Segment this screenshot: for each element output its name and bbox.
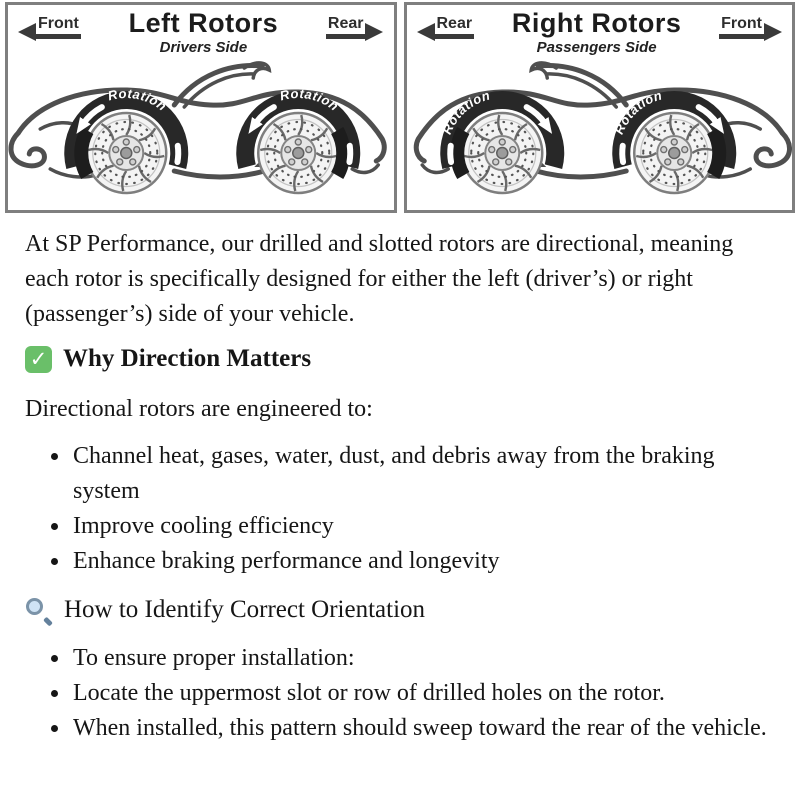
arrow-left-icon: [18, 23, 36, 41]
article-body: [0, 227, 800, 746]
front-direction-arrow: [18, 15, 81, 39]
check-mark-icon: [25, 346, 52, 373]
list-item: • Locate the uppermost slot or row of drilled holes on the rotor.: [71, 676, 775, 711]
direction-label: Rear: [435, 15, 475, 39]
intro-paragraph: At SP Performance, our drilled and slotted rotors are directional, meaning each rotor is specifically designed for either the left (driver’s) or right (passenger’s) side of your vehicle.: [25, 231, 734, 327]
left-rotors-panel: [5, 2, 397, 213]
right-rotors-panel: [404, 2, 796, 213]
list-item: • To ensure proper installation:: [71, 641, 775, 676]
benefits-list: [25, 439, 775, 579]
section-lead: Directional rotors are engineered to:: [25, 396, 373, 422]
left-panel-header: [8, 5, 394, 55]
car-illustration-left: [8, 55, 394, 210]
list-item: • Improve cooling efficiency: [71, 509, 775, 544]
arrow-right-icon: [764, 23, 782, 41]
car-illustration-right: [407, 55, 793, 210]
arrow-right-icon: [365, 23, 383, 41]
rotor-direction-diagram: [0, 0, 800, 213]
panel-subtitle: Drivers Side: [159, 39, 248, 56]
panel-title: Left Rotors: [128, 8, 279, 38]
rear-direction-arrow: [417, 15, 475, 39]
direction-label: Rear: [326, 15, 366, 39]
arrow-left-icon: [417, 23, 435, 41]
section-heading-how-to-identify: [25, 595, 775, 625]
panel-subtitle: Passengers Side: [536, 39, 657, 56]
installation-list: [25, 641, 775, 746]
heading-text: Why Direction Matters: [63, 345, 312, 372]
list-item: • When installed, this pattern should sweep toward the rear of the vehicle.: [71, 711, 775, 746]
rear-direction-arrow: [326, 15, 384, 39]
magnifying-glass-icon: [25, 596, 53, 624]
right-panel-header: [407, 5, 793, 55]
direction-label: Front: [719, 15, 764, 39]
list-item: • Channel heat, gases, water, dust, and debris away from the braking system: [71, 439, 775, 509]
direction-label: Front: [36, 15, 81, 39]
rotation-label: Rotation: [610, 87, 664, 137]
rotation-label: Rotation: [278, 85, 342, 114]
rotation-label: Rotation: [106, 85, 170, 114]
front-direction-arrow: [719, 15, 782, 39]
heading-text: How to Identify Correct Orientation: [64, 596, 426, 623]
section-heading-why-direction-matters: [25, 344, 775, 374]
list-item: • Enhance braking performance and longevity: [71, 544, 775, 579]
panel-title-block: [512, 10, 681, 55]
rotation-label: Rotation: [438, 87, 492, 137]
panel-title: Right Rotors: [511, 8, 682, 38]
panel-title-block: [129, 10, 279, 55]
